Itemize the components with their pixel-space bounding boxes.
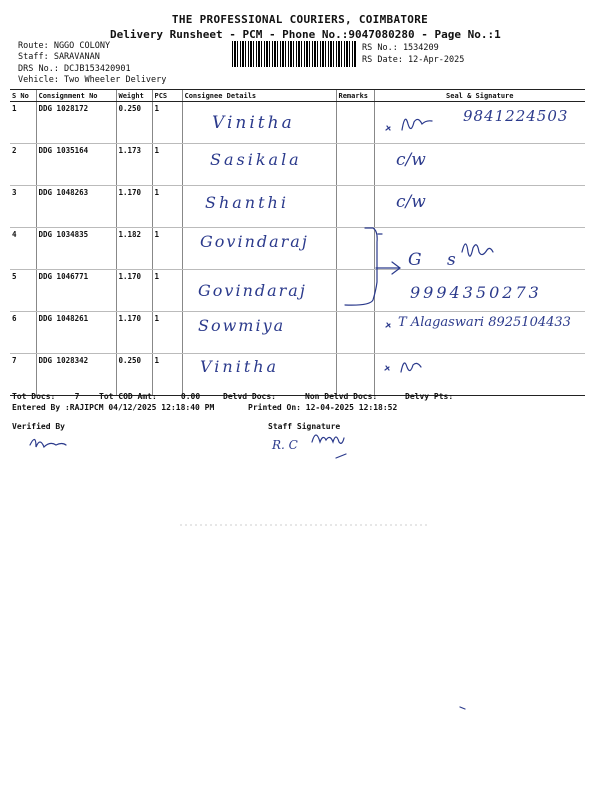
cell-sno: 2 (10, 144, 36, 186)
delvy-pts: Delvy Pts: (405, 392, 454, 401)
printed-on: Printed On: 12-04-2025 12:18:52 (248, 403, 398, 412)
handwritten-seal-note: c/w (396, 192, 426, 212)
handwritten-consignee: Vinitha (200, 357, 280, 376)
cell-weight: 0.250 (116, 102, 152, 144)
cell-pcs: 1 (152, 270, 182, 312)
cell-pcs: 1 (152, 228, 182, 270)
tot-cod-value: 0.00 (180, 392, 201, 401)
handwritten-seal-note: c/w (396, 150, 426, 170)
cell-sno: 4 (10, 228, 36, 270)
col-remarks: Remarks (336, 90, 374, 102)
staff-signature-name: R. C (272, 438, 298, 452)
cell-sno: 6 (10, 312, 36, 354)
tot-cod-label: Tot COD Amt: (99, 392, 157, 401)
handwritten-consignee: Govindaraj (200, 232, 309, 251)
handwritten-consignee: Shanthi (205, 193, 289, 212)
cell-weight: 1.170 (116, 312, 152, 354)
handwritten-consignee: Govindaraj (198, 281, 307, 300)
handwritten-seal-note: G s (408, 250, 466, 270)
handwritten-consignee: Sowmiya (198, 316, 286, 335)
col-seal: Seal & Signature (374, 90, 585, 102)
handwritten-seal-note: 9841224503 (463, 107, 569, 125)
cell-consignment: DDG 1046771 (36, 270, 116, 312)
staff-signature-label: Staff Signature (268, 422, 341, 431)
col-consignment: Consignment No (36, 90, 116, 102)
col-pcs: PCS (152, 90, 182, 102)
cell-pcs: 1 (152, 102, 182, 144)
handwritten-seal-note: 9994350273 (410, 283, 542, 302)
cell-weight: 1.182 (116, 228, 152, 270)
col-sno: S No (10, 90, 36, 102)
cell-consignment: DDG 1034835 (36, 228, 116, 270)
handwritten-consignee: Sasikala (210, 150, 302, 169)
delvd-docs: Delvd Docs: (223, 392, 276, 401)
cell-consignment: DDG 1048263 (36, 186, 116, 228)
cell-pcs: 1 (152, 144, 182, 186)
tot-docs-label: Tot Docs: (12, 392, 56, 401)
staff-label: Staff: SARAVANAN (18, 52, 100, 62)
cell-sno: 1 (10, 102, 36, 144)
handwritten-seal-note: T Alagaswari 8925104433 (398, 315, 571, 330)
non-delvd-docs: Non Delvd Docs: (305, 392, 378, 401)
cell-consignment: DDG 1028342 (36, 354, 116, 396)
route-label: Route: NGGO COLONY (18, 41, 111, 51)
cell-weight: 1.170 (116, 186, 152, 228)
total-docs (12, 392, 79, 401)
cell-pcs: 1 (152, 186, 182, 228)
handwritten-consignee: Vinitha (212, 113, 295, 133)
cell-weight: 0.250 (116, 354, 152, 396)
cell-sno: 7 (10, 354, 36, 396)
tot-docs-value: 7 (74, 392, 80, 401)
verified-by-label: Verified By (12, 422, 65, 431)
cell-consignment: DDG 1048261 (36, 312, 116, 354)
title-company: THE PROFESSIONAL COURIERS, COIMBATORE (171, 13, 429, 26)
cell-weight: 1.170 (116, 270, 152, 312)
vehicle-label: Vehicle: Two Wheeler Delivery (18, 75, 167, 85)
cell-consignment: DDG 1028172 (36, 102, 116, 144)
drs-number: DRS No.: DCJB153420901 (18, 64, 131, 74)
cell-sno: 5 (10, 270, 36, 312)
cell-pcs: 1 (152, 354, 182, 396)
total-cod (99, 392, 200, 401)
title-runsheet: Delivery Runsheet - PCM - Phone No.:9047080280 - Page No.:1 (110, 28, 501, 41)
col-consignee: Consignee Details (182, 90, 336, 102)
entered-by: Entered By :RAJIPCM 04/12/2025 12:18:40 PM (12, 403, 215, 412)
col-weight: Weight (116, 90, 152, 102)
rs-number: RS No.: 1534209 (362, 43, 439, 53)
cell-consignment: DDG 1035164 (36, 144, 116, 186)
cell-pcs: 1 (152, 312, 182, 354)
cell-weight: 1.173 (116, 144, 152, 186)
rs-date: RS Date: 12-Apr-2025 (362, 55, 465, 65)
cell-sno: 3 (10, 186, 36, 228)
